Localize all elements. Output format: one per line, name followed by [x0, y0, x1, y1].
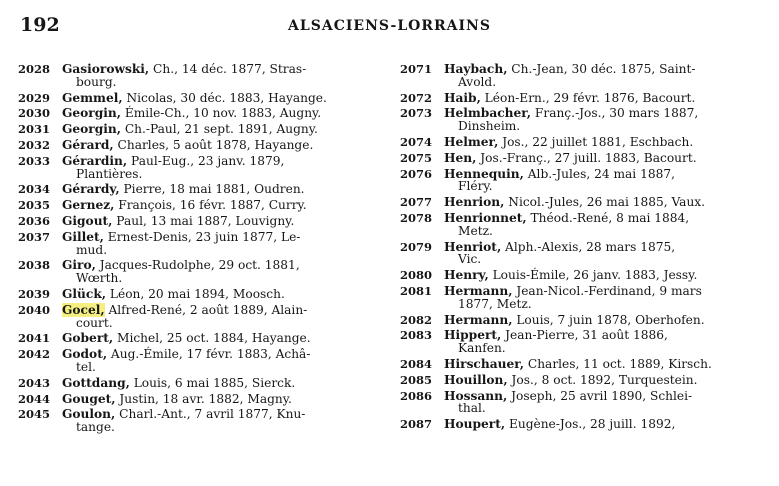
- entry-number: 2072: [400, 90, 433, 105]
- entry-text: Louis, 6 mai 1885, Sierck.: [129, 375, 296, 390]
- entry-surname: Henriot,: [444, 239, 502, 254]
- entry-surname: Gérardy,: [62, 182, 120, 197]
- entry-surname: Hermann,: [444, 283, 513, 298]
- entry-text: Léon, 20 mai 1894, Moosch.: [106, 286, 285, 301]
- list-item: [400, 92, 770, 105]
- list-item: [400, 358, 770, 371]
- entry-number: 2081: [400, 283, 433, 298]
- entry-text: Paul, 13 mai 1887, Louvigny.: [112, 213, 295, 228]
- entry-continuation: Metz.: [458, 223, 493, 238]
- list-item: [400, 314, 770, 327]
- entry-text: François, 16 févr. 1887, Curry.: [114, 198, 307, 213]
- list-item: [18, 155, 378, 181]
- entry-surname: Godot,: [62, 347, 108, 362]
- list-item: [400, 418, 770, 431]
- entry-surname: Hippert,: [444, 328, 502, 343]
- entry-surname: Gérardin,: [62, 153, 128, 168]
- entry-continuation: Kanfen.: [458, 341, 506, 356]
- entry-number: 2033: [18, 153, 51, 168]
- entry-number: 2030: [18, 106, 51, 121]
- list-item: [400, 269, 770, 282]
- entry-text: Pierre, 18 mai 1881, Oudren.: [119, 182, 305, 197]
- entry-number: 2079: [400, 239, 433, 254]
- entry-number: 2071: [400, 62, 433, 76]
- entry-surname: Giro,: [62, 258, 96, 273]
- entry-text: Franç.-Jos., 30 mars 1887,: [531, 106, 699, 121]
- entry-surname: Hirschauer,: [444, 356, 524, 371]
- right-column: [400, 63, 770, 434]
- entry-continuation: tange.: [76, 420, 115, 435]
- entry-text: Théod.-René, 8 mai 1884,: [526, 210, 690, 225]
- entry-number: 2075: [400, 150, 433, 165]
- entry-continuation: thal.: [458, 401, 486, 416]
- entry-surname: Glück,: [62, 286, 107, 301]
- entry-number: 2085: [400, 372, 433, 387]
- entry-surname: Houillon,: [444, 372, 508, 387]
- entry-surname: Haib,: [444, 90, 481, 105]
- entry-text: Charles, 11 oct. 1889, Kirsch.: [524, 356, 712, 371]
- entry-continuation: court.: [76, 315, 113, 330]
- list-item: [18, 139, 378, 152]
- entry-text: Louis, 7 juin 1878, Oberhofen.: [512, 312, 705, 327]
- entry-text: Charl.-Ant., 7 avril 1877, Knu-: [115, 407, 306, 422]
- entry-surname: Hossann,: [444, 388, 508, 403]
- entry-continuation: Vic.: [458, 252, 482, 267]
- entry-number: 2083: [400, 328, 433, 343]
- entry-text: Alph.-Alexis, 28 mars 1875,: [501, 239, 676, 254]
- list-item: [400, 329, 770, 355]
- entry-text: Ch., 14 déc. 1877, Stras-: [149, 62, 307, 76]
- entry-text: Paul-Eug., 23 janv. 1879,: [127, 153, 285, 168]
- entry-text: Eugène-Jos., 28 juill. 1892,: [505, 417, 676, 432]
- entry-text: Jean-Nicol.-Ferdinand, 9 mars: [512, 283, 702, 298]
- list-item: [18, 215, 378, 228]
- entry-surname: Henrionnet,: [444, 210, 527, 225]
- entry-surname: Gillet,: [62, 229, 104, 244]
- entry-continuation: Fléry.: [458, 179, 493, 194]
- entry-surname: Houpert,: [444, 417, 506, 432]
- list-item: [400, 168, 770, 194]
- list-item: [18, 332, 378, 345]
- entry-number: 2043: [18, 375, 51, 390]
- entry-number: 2073: [400, 106, 433, 121]
- entry-number: 2038: [18, 258, 51, 273]
- entry-number: 2086: [400, 388, 433, 403]
- entry-surname: Gobert,: [62, 331, 114, 346]
- entry-surname: Helmer,: [444, 134, 499, 149]
- list-item: [18, 408, 378, 434]
- entry-text: Ernest-Denis, 23 juin 1877, Le-: [103, 229, 301, 244]
- list-item: [18, 63, 378, 89]
- list-item: [18, 259, 378, 285]
- entry-number: 2074: [400, 134, 433, 149]
- page-number: 192: [20, 14, 60, 36]
- entry-continuation: Avold.: [458, 74, 497, 89]
- entry-surname: Haybach,: [444, 62, 508, 76]
- entry-surname: Hermann,: [444, 312, 513, 327]
- entry-text: Nicol.-Jules, 26 mai 1885, Vaux.: [504, 195, 706, 210]
- entry-surname: Gottdang,: [62, 375, 130, 390]
- entry-number: 2045: [18, 407, 51, 422]
- entry-number: 2040: [18, 302, 51, 317]
- entry-continuation: Dinsheim.: [458, 119, 521, 134]
- entry-continuation: tel.: [76, 359, 96, 374]
- list-item: [18, 377, 378, 390]
- entry-text: Michel, 25 oct. 1884, Hayange.: [113, 331, 311, 346]
- entry-text: Jos., 22 juillet 1881, Eschbach.: [498, 134, 694, 149]
- entry-number: 2084: [400, 356, 433, 371]
- entry-continuation: Plantières.: [76, 166, 143, 181]
- entry-surname: Hennequin,: [444, 166, 524, 181]
- list-item: [400, 241, 770, 267]
- list-item-highlighted: [18, 304, 378, 330]
- entry-text: Ch.-Jean, 30 déc. 1875, Saint-: [507, 62, 696, 76]
- entry-continuation: mud.: [76, 242, 108, 257]
- list-item: [18, 348, 378, 374]
- list-item: [18, 107, 378, 120]
- entry-number: 2042: [18, 347, 51, 362]
- list-item: [400, 196, 770, 209]
- list-item: [18, 231, 378, 257]
- list-item: [400, 136, 770, 149]
- list-item: [18, 123, 378, 136]
- list-item: [400, 63, 770, 89]
- entry-text: Jos.-Franç., 27 juill. 1883, Bacourt.: [476, 150, 697, 165]
- entry-text: Jean-Pierre, 31 août 1886,: [501, 328, 668, 343]
- entry-surname: Gouget,: [62, 391, 116, 406]
- list-item: [400, 390, 770, 416]
- entry-surname: Georgin,: [62, 122, 121, 137]
- entry-text: Aug.-Émile, 17 févr. 1883, Achâ-: [107, 347, 311, 362]
- entry-number: 2032: [18, 137, 51, 152]
- entry-number: 2037: [18, 229, 51, 244]
- entry-continuation: Wœrth.: [76, 271, 123, 286]
- entry-surname: Goulon,: [62, 407, 116, 422]
- entry-text: Émile-Ch., 10 nov. 1883, Augny.: [120, 106, 322, 121]
- list-item: [18, 288, 378, 301]
- list-item: [400, 285, 770, 311]
- entry-text: Léon-Ern., 29 févr. 1876, Bacourt.: [480, 90, 696, 105]
- entry-number: 2078: [400, 210, 433, 225]
- entry-text: Nicolas, 30 déc. 1883, Hayange.: [122, 90, 327, 105]
- entry-number: 2035: [18, 198, 51, 213]
- list-item: [18, 92, 378, 105]
- entry-number: 2034: [18, 182, 51, 197]
- running-header: ALSACIENS-LORRAINS: [288, 18, 491, 34]
- entry-text: Jos., 8 oct. 1892, Turquestein.: [507, 372, 698, 387]
- entry-continuation: bourg.: [76, 74, 117, 89]
- entry-number: 2080: [400, 268, 433, 283]
- entry-text: Alfred-René, 2 août 1889, Alain-: [104, 302, 308, 317]
- entry-number: 2076: [400, 166, 433, 181]
- entry-surname: Gasiorowski,: [62, 62, 150, 76]
- entry-text: Louis-Émile, 26 janv. 1883, Jessy.: [488, 268, 698, 283]
- list-item: [18, 393, 378, 406]
- entry-number: 2029: [18, 90, 51, 105]
- list-item: [18, 199, 378, 212]
- entry-surname: Helmbacher,: [444, 106, 532, 121]
- entry-surname: Henry,: [444, 268, 489, 283]
- entry-text: Charles, 5 août 1878, Hayange.: [113, 137, 314, 152]
- entry-surname-highlighted: Gocel,: [62, 302, 105, 317]
- entry-number: 2044: [18, 391, 51, 406]
- entry-number: 2039: [18, 286, 51, 301]
- entry-text: Ch.-Paul, 21 sept. 1891, Augny.: [120, 122, 318, 137]
- left-column: [18, 63, 378, 437]
- entry-text: Jacques-Rudolphe, 29 oct. 1881,: [95, 258, 300, 273]
- entry-number: 2028: [18, 62, 51, 76]
- entry-number: 2031: [18, 122, 51, 137]
- entry-surname: Gemmel,: [62, 90, 123, 105]
- list-item: [18, 183, 378, 196]
- entry-surname: Georgin,: [62, 106, 121, 121]
- list-item: [400, 212, 770, 238]
- entry-number: 2041: [18, 331, 51, 346]
- entry-number: 2036: [18, 213, 51, 228]
- entry-text: Alb.-Jules, 24 mai 1887,: [523, 166, 675, 181]
- entry-number: 2082: [400, 312, 433, 327]
- entry-surname: Gérard,: [62, 137, 114, 152]
- entry-surname: Hen,: [444, 150, 477, 165]
- entry-surname: Henrion,: [444, 195, 505, 210]
- entry-number: 2077: [400, 195, 433, 210]
- entry-surname: Gernez,: [62, 198, 115, 213]
- entry-text: Justin, 18 avr. 1882, Magny.: [115, 391, 292, 406]
- entry-number: 2087: [400, 417, 433, 432]
- list-item: [400, 152, 770, 165]
- list-item: [400, 374, 770, 387]
- list-item: [400, 107, 770, 133]
- entry-continuation: 1877, Metz.: [458, 296, 532, 311]
- entry-text: Joseph, 25 avril 1890, Schlei-: [507, 388, 693, 403]
- entry-surname: Gigout,: [62, 213, 113, 228]
